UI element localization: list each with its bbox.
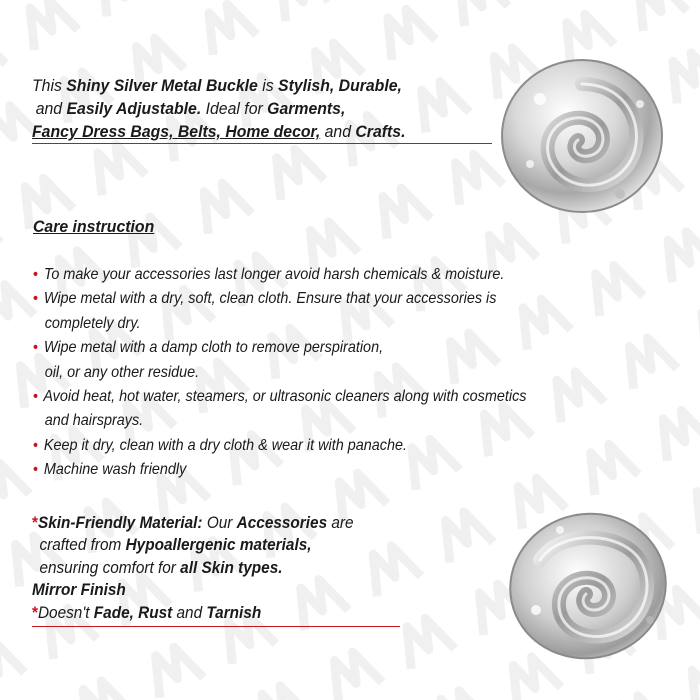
list-item <box>33 458 627 482</box>
intro-divider-line <box>32 143 492 144</box>
feature-text: are <box>327 514 354 532</box>
asterisk-icon: * <box>32 603 38 622</box>
feature-text: ensuring comfort for <box>39 558 181 577</box>
intro-use-garments: Garments, <box>267 99 346 118</box>
intro-line-1 <box>32 74 469 97</box>
intro-use-crafts: Crafts. <box>355 122 406 141</box>
intro-text: is <box>257 76 279 95</box>
feature-bold-text: Accessories <box>236 514 328 532</box>
feature-text: and <box>172 603 207 622</box>
feature-label: Mirror Finish <box>32 581 126 600</box>
feature-mirror-finish <box>32 579 423 601</box>
intro-text: This <box>32 76 67 95</box>
care-instruction-heading: Care instruction <box>33 217 155 236</box>
bullet-icon: • <box>33 388 39 406</box>
feature-text: Doesn't <box>37 603 94 622</box>
care-item-text-continued: oil, or any other residue. <box>44 363 200 381</box>
product-image-bottom <box>500 500 680 670</box>
care-item-text: To make your accessories last longer avoid harsh chemicals & moisture. <box>43 266 505 283</box>
bullet-icon: • <box>33 266 39 283</box>
intro-text: and <box>320 122 356 141</box>
features-divider-line <box>32 626 400 627</box>
intro-text: Ideal for <box>201 99 268 118</box>
intro-paragraph <box>32 74 469 143</box>
bullet-icon: • <box>33 461 39 479</box>
care-item-text: Machine wash friendly <box>43 461 187 479</box>
list-item <box>33 385 627 434</box>
feature-bold-text: Fade, Rust <box>93 603 173 622</box>
intro-line-3 <box>32 120 469 143</box>
feature-bold-text: Hypoallergenic materials, <box>125 536 312 555</box>
bullet-icon: • <box>33 436 39 454</box>
care-item-text: Wipe metal with a damp cloth to remove perspiration, <box>43 339 384 357</box>
feature-line-3 <box>32 557 423 579</box>
care-item-text: Wipe metal with a dry, soft, clean cloth. Ensure that your accessories is <box>43 290 497 308</box>
bullet-icon: • <box>33 290 39 308</box>
list-item <box>33 287 627 336</box>
features-block <box>32 512 423 624</box>
list-item <box>33 434 627 458</box>
care-instruction-list <box>33 263 627 483</box>
intro-use-list: Fancy Dress Bags, Belts, Home decor, <box>32 122 321 141</box>
intro-text: and <box>35 99 67 118</box>
feature-label: Skin-Friendly Material: <box>37 514 203 532</box>
product-image-top <box>490 44 670 224</box>
feature-text: Our <box>202 514 237 532</box>
list-item <box>33 263 627 287</box>
list-item <box>33 336 627 385</box>
intro-product-name: Shiny Silver Metal Buckle <box>66 76 258 95</box>
intro-qualities: Stylish, Durable, <box>278 76 402 95</box>
feature-bold-text: Tarnish <box>206 603 262 622</box>
care-item-text: Avoid heat, hot water, steamers, or ultrasonic cleaners along with cosmetics <box>43 388 527 406</box>
intro-adjustable: Easily Adjustable. <box>66 99 202 118</box>
care-item-text-continued: and hairsprays. <box>44 412 144 430</box>
asterisk-icon: * <box>32 514 38 532</box>
care-item-text-continued: completely dry. <box>44 314 141 332</box>
feature-skin-friendly <box>32 512 423 534</box>
bullet-icon: • <box>33 339 39 357</box>
feature-line-2 <box>32 534 423 556</box>
feature-no-fade <box>32 602 423 624</box>
feature-bold-text: all Skin types. <box>180 558 283 577</box>
care-item-text: Keep it dry, clean with a dry cloth & wear it with panache. <box>43 436 407 454</box>
feature-text: crafted from <box>39 536 126 555</box>
intro-line-2 <box>32 97 469 120</box>
